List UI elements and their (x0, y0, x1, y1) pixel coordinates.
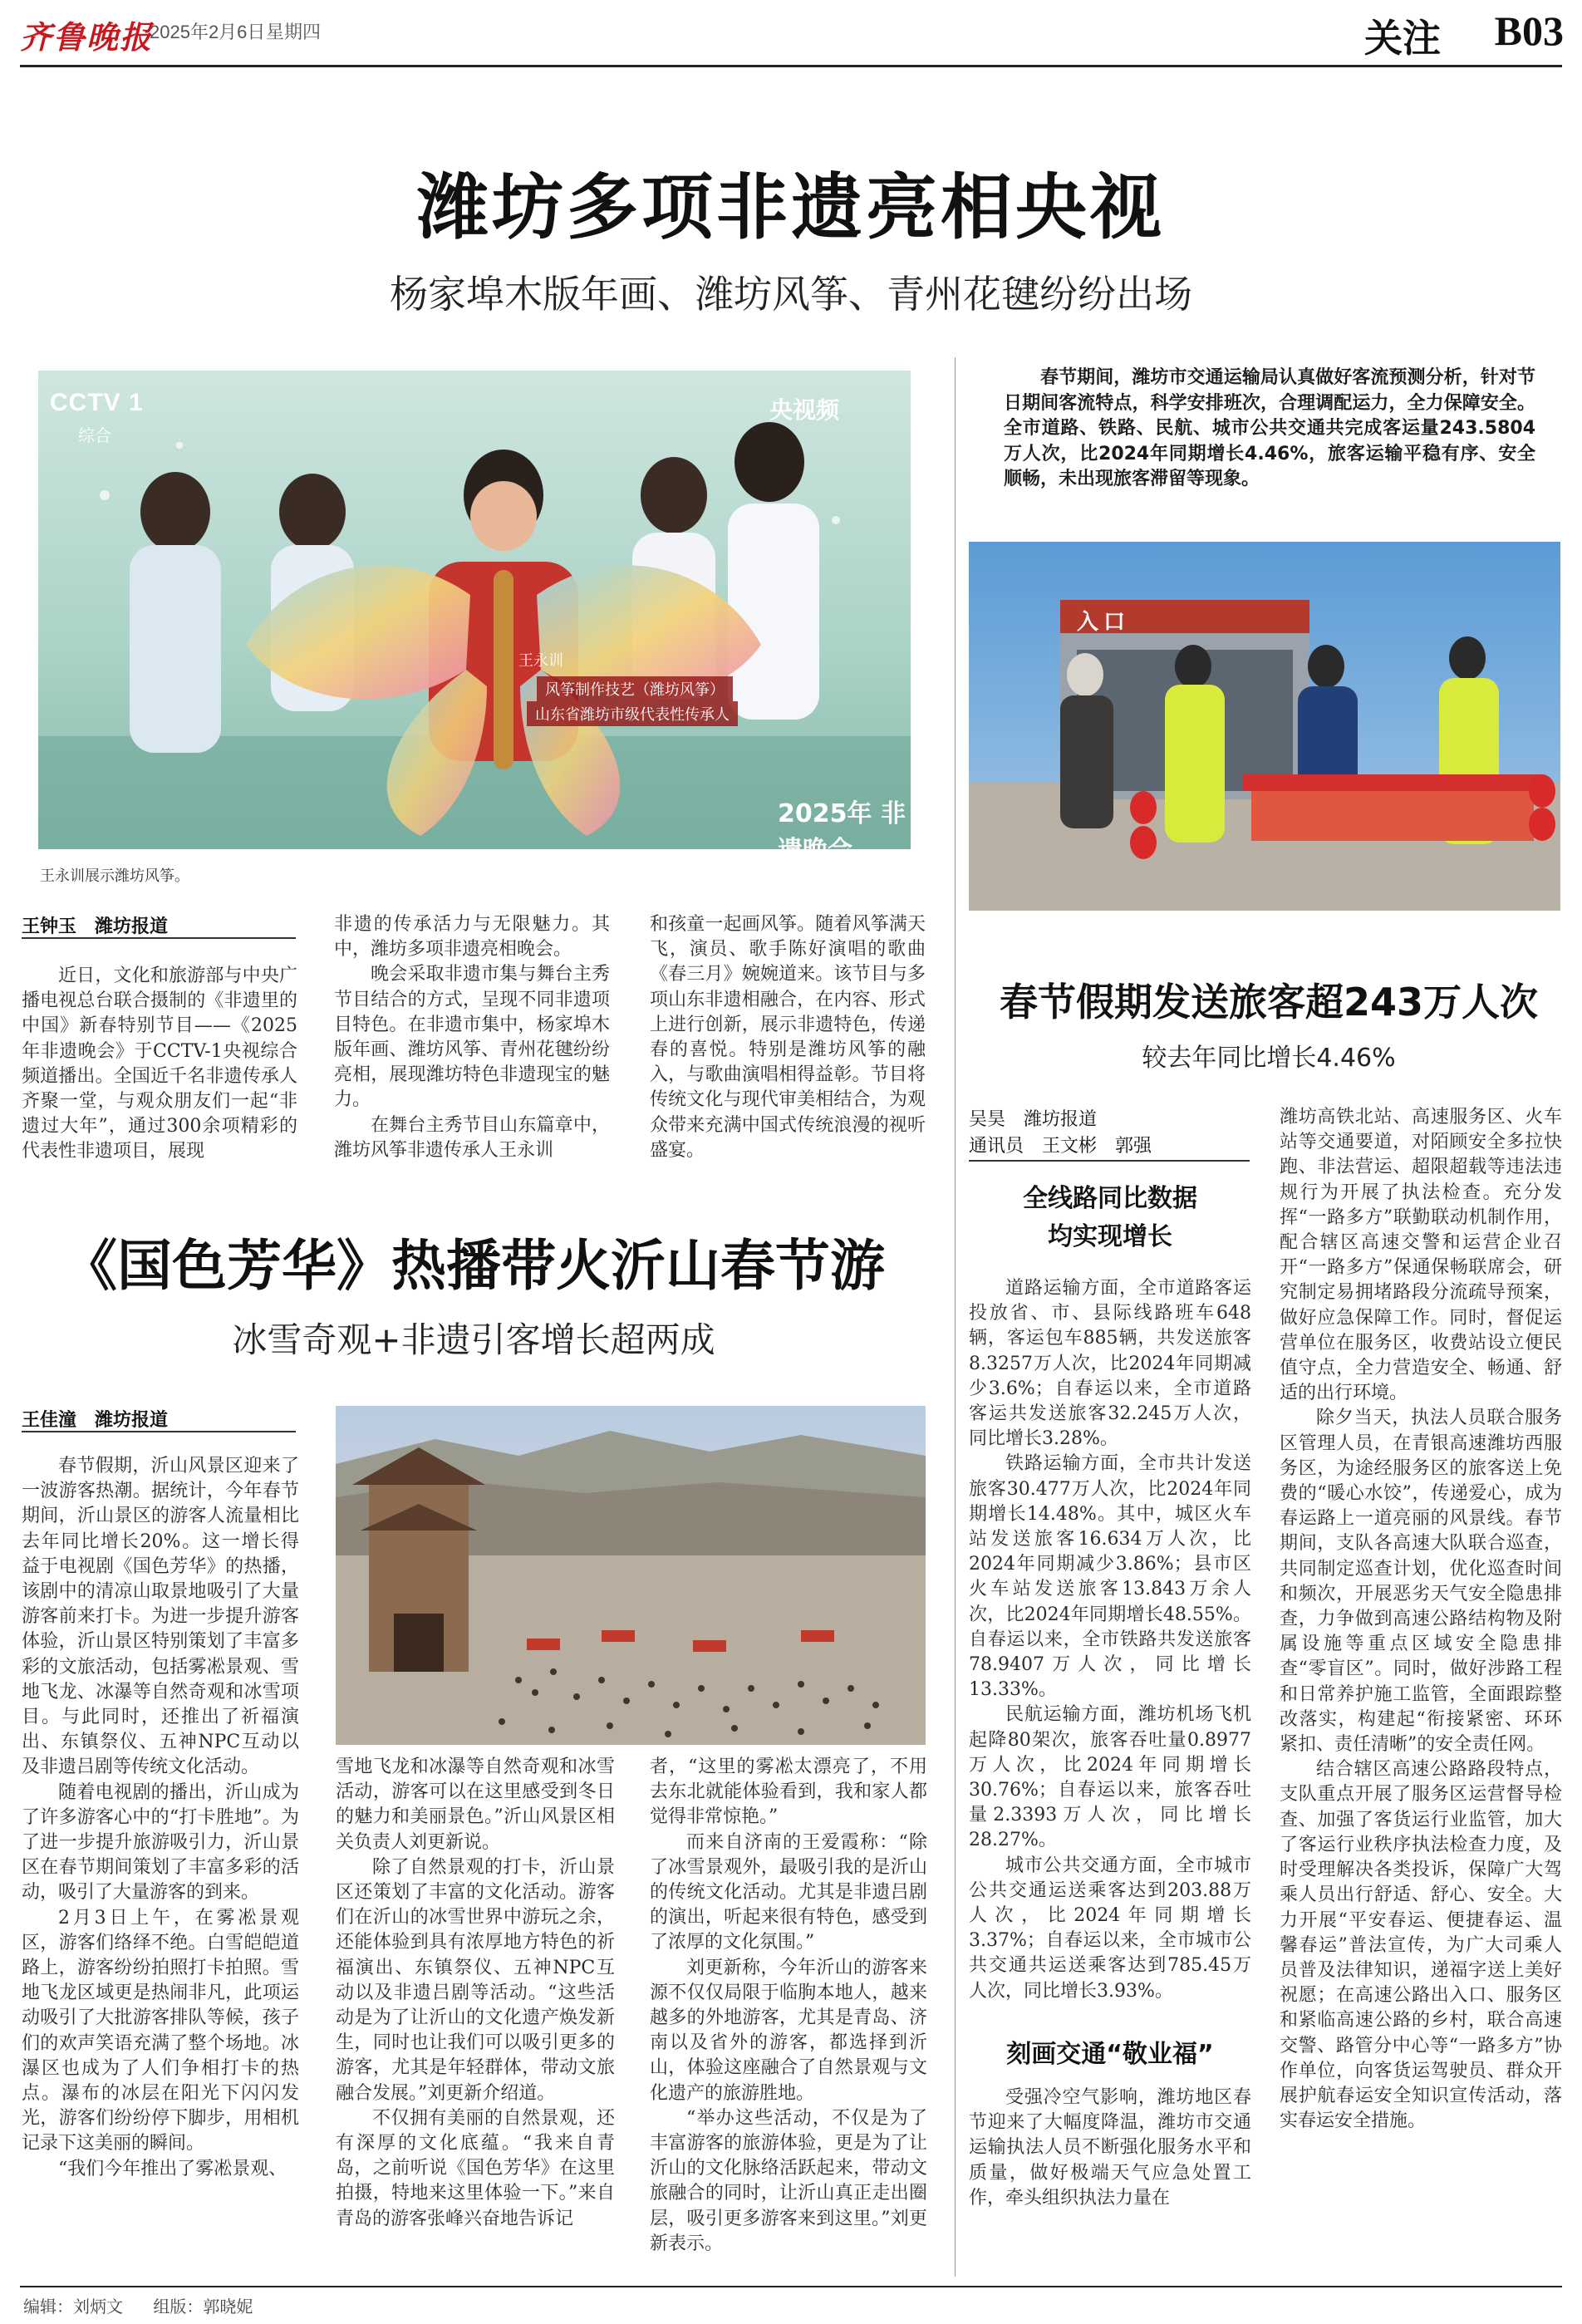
article1-column-2: 非遗的传承活力与无限魅力。其中，潍坊多项非遗亮相晚会。 晚会采取非遗市集与舞台主秀节目结合的方式，呈现不同非遗项目特色。在非遗市集中，杨家埠木版年画、潍坊风筝、青州花毽纷纷亮相，展现潍坊特色非遗现宝的魅力。 在舞台主秀节目山东篇章中，潍坊风筝非遗传承人王永训 (334, 914, 610, 1161)
article2-column-2: 雪地飞龙和冰瀑等自然奇观和冰雪活动，游客可以在这里感受到冬日的魅力和美丽景色。”沂山风景区相关负责人刘更新说。 除了自然景观的打卡，沂山景区还策划了丰富的文化活动。游客们在沂山的冰雪世界中游玩之余，还能体验到具有浓厚地方特色的祈福演出、东镇祭仪、五神NPC互动以及非遗吕剧等活动。“这些活动是为了让沂山的文化遗产焕发新生，同时也让我们可以吸引更多的游客，尤其是年轻群体，带动文旅融合发展。”刘更新介绍道。 不仅拥有美丽的自然景观，还有深厚的文化底蕴。“我来自青岛，之前听说《国色芳华》在这里拍摄，特地来这里体验一下。”来自青岛的游客张峰兴奋地告诉记 (336, 1757, 615, 2229)
section-name: 关注 (1364, 16, 1441, 61)
tv-name: 王永训 (518, 652, 563, 670)
newspaper-logo: 齐鲁晚报 (20, 18, 154, 56)
bottom-rule (20, 2286, 1562, 2287)
article1-photo (38, 371, 911, 865)
tv-caption-1: 风筝制作技艺（潍坊风筝） (537, 676, 733, 701)
top-rule (20, 65, 1562, 67)
issue-weekday: 星期四 (266, 22, 322, 42)
article2-photo (336, 1406, 926, 1745)
column-separator (955, 357, 956, 2277)
tv-logo: CCTV 1 (50, 389, 144, 416)
article3-byline-1: 吴昊 潍坊报道 (969, 1109, 1098, 1130)
subhead-line-1: 全线路同比数据 (1023, 1184, 1197, 1213)
article3-column-1: 道路运输方面，全市道路客运投放省、市、县际线路班车648辆，客运包车885辆，共发送旅客8.3257万人次，比2024年同期减少3.6%；自春运以来，全市道路客运共发送旅客32.245万人次，同比增长3.28%。 铁路运输方面，全市共计发送旅客30.477万人次，比2024年同期增长14.48%。其中，城区火车站发送旅客16.634万人次，比2024年同期减少3.86%；县市区火车站发送旅客13.843万余人次，比2024年同期增长48.55%。自春运以来，全市铁路共发送旅客78.9407万人次，同比增长13.33%。 民航运输方面，潍坊机场飞机起降80架次，旅客吞吐量0.8977万人次，比2024年同期增长30.76%；自春运以来，旅客吞吐量2.3393万人次，同比增长28.27%。 城市公共交通方面，全市城市公共交通运送乘客达到203.88万人次，比2024年同期增长3.37%；自春运以来，全市城市公共交通共运送乘客达到785.45万人次，同比增长3.93%。 (969, 1278, 1251, 2002)
tv-brand: 央视频 (769, 396, 840, 424)
footer-editor: 编辑：刘炳文 (23, 2297, 123, 2317)
byline-rule (969, 1160, 1250, 1162)
tv-caption-2: 山东省潍坊市级代表性传承人 (527, 701, 738, 726)
article1-photo-caption: 王永训展示潍坊风筝。 (40, 867, 189, 885)
footer-designer: 组版：郭晓妮 (153, 2297, 253, 2317)
article1-byline: 王钟玉 潍坊报道 (22, 916, 169, 937)
article2-subtitle: 冰雪奇观+非遗引客增长超两成 (232, 1319, 715, 1360)
tv-channel: 综合 (78, 425, 111, 445)
article3-subhead-1 (969, 1180, 1251, 1256)
article1-column-3: 和孩童一起画风筝。随着风筝满天飞，演员、歌手陈好演唱的歌曲《春三月》婉婉道来。该节目与多项山东非遗相融合，在内容、形式上进行创新，展示非遗特色，传递春的喜悦。特别是潍坊风筝的融入，与歌曲演唱相得益彰。节目将传统文化与现代审美相结合，为观众带来充满中国式传统浪漫的视听盛宴。 (650, 914, 926, 1161)
article2-column-1: 春节假期，沂山风景区迎来了一波游客热潮。据统计，今年春节期间，沂山景区的游客人流量相比去年同比增长20%。这一增长得益于电视剧《国色芳华》的热播，该剧中的清凉山取景地吸引了大量游客前来打卡。为进一步提升游客体验，沂山景区特别策划了丰富多彩的文旅活动，包括雾凇景观、雪地飞龙、冰瀑等自然奇观和冰雪项目。与此同时，还推出了祈福演出、东镇祭仪、五神NPC互动以及非遗吕剧等传统文化活动。 随着电视剧的播出，沂山成为了许多游客心中的“打卡胜地”。为了进一步提升旅游吸引力，沂山景区在春节期间策划了丰富多彩的活动，吸引了大量游客的到来。 2月3日上午，在雾凇景观区，游客们络绎不绝。白雪皑皑道路上，游客纷纷拍照打卡拍照。雪地飞龙区域更是热闹非凡，此项运动吸引了大批游客排队等候，孩子们的欢声笑语充满了整个场地。冰瀑区也成为了人们争相打卡的热点。瀑布的冰层在阳光下闪闪发光，游客们纷纷停下脚步，用相机记录下这美丽的瞬间。 “我们今年推出了雾凇景观、 (22, 1456, 299, 2179)
article2-column-3: 者，“这里的雾凇太漂亮了，不用去东北就能体验看到，我和家人都觉得非常惊艳。” 而来自济南的王爱霞称：“除了冰雪景观外，最吸引我的是沂山的传统文化活动。尤其是非遗吕剧的演出，听起来很有特色，感受到了浓厚的文化氛围。” 刘更新称，今年沂山的游客来源不仅仅局限于临朐本地人，越来越多的外地游客，尤其是青岛、济南以及省外的游客，都选择到沂山，体验这座融合了自然景观与文化遗产的旅游胜地。 “举办这些活动，不仅是为了丰富游客的旅游体验，更是为了让沂山的文化脉络活跃起来，带动文旅融合的同时，让沂山真正走出圈层，吸引更多游客来到这里。”刘更新表示。 (650, 1757, 927, 2254)
article3-title: 春节假期发送旅客超243万人次 (999, 980, 1539, 1024)
article1-title: 潍坊多项非遗亮相央视 (417, 166, 1165, 249)
article2-byline: 王佳潼 潍坊报道 (22, 1410, 169, 1431)
service-station-illustration (969, 542, 1560, 911)
subhead-line-2: 均实现增长 (1048, 1222, 1172, 1251)
article3-column-1-end: 受强冷空气影响，潍坊地区春节迎来了大幅度降温，潍坊市交通运输执法人员不断强化服务水平和质量，做好极端天气应急处置工作，牵头组织执法力量在 (969, 2087, 1251, 2209)
article3-subtitle: 较去年同比增长4.46% (1142, 1044, 1396, 1073)
byline-rule (22, 937, 296, 939)
page-number: B03 (1494, 7, 1564, 54)
byline-rule (22, 1431, 296, 1432)
footer-credits (23, 2293, 278, 2317)
issue-date: 2025年2月6日 (150, 22, 266, 42)
article3-byline-2: 通讯员 王文彬 郭强 (969, 1136, 1152, 1157)
article3-lead: 春节期间，潍坊市交通运输局认真做好客流预测分析，针对节日期间客流特点，科学安排班次，合理调配运力，全力保障安全。全市道路、铁路、民航、城市公共交通共完成客运量243.5804万人次，比2024年同期增长4.46%，旅客运输平稳有序、安全顺畅，未出现旅客滞留等现象。 (1004, 367, 1535, 489)
article3-photo (969, 542, 1560, 911)
tv-show-name: 2025年 非遗晚会 (778, 799, 906, 865)
entrance-sign: 入口 (1077, 610, 1131, 635)
article1-column-1: 近日，文化和旅游部与中央广播电视总台联合摄制的《非遗里的中国》新春特别节目——《2025年非遗晚会》于CCTV-1央视综合频道播出。全国近千名非遗传承人齐聚一堂，与观众朋友们一起“非遗过大年”，通过300余项精彩的代表性非遗项目，展现 (22, 965, 297, 1162)
yishan-scenic-illustration (336, 1406, 926, 1745)
article2-title: 《国色芳华》热播带火沂山春节游 (62, 1234, 885, 1298)
article3-subhead-2: 刻画交通“敬业福” (1006, 2040, 1214, 2069)
tv-stage-illustration (38, 371, 911, 849)
article3-column-2: 潍坊高铁北站、高速服务区、火车站等交通要道，对陌顾安全多拉快跑、非法营运、超限超载等违法违规行为开展了执法检查。充分发挥“一路多方”联勤联动机制作用，配合辖区高速交警和运营企业召开“一路多方”保通保畅联席会，研究制定易拥堵路段分流疏导预案，做好应急保障工作。同时，督促运营单位在服务区，收费站设立便民值守点，全力营造安全、畅通、舒适的出行环境。 除夕当天，执法人员联合服务区管理人员，在青银高速潍坊西服务区，为途经服务区的旅客送上免费的“暖心水饺”，传递爱心，成为春运路上一道亮丽的风景线。春节期间，支队各高速大队联合巡查，共同制定巡查计划，优化巡查时间和频次，开展恶劣天气安全隐患排查，力争做到高速公路结构物及附属设施等重点区域安全隐患排查“零盲区”。同时，做好涉路工程和日常养护施工监管，全面跟踪整改落实，构建起“衔接紧密、环环紧扣、责任清晰”的安全责任网。 结合辖区高速公路路段特点，支队重点开展了服务区运营督导检查、加强了客货运行业监管，加大了客运行业秩序执法检查力度，及时受理解决各类投诉，保障广大驾乘人员出行舒适、舒心、安全。大力开展“平安春运、便捷春运、温馨春运”普法宣传，为广大司乘人员普及法律知识，递福字送上美好祝愿；在高速公路出入口、服务区和紧临高速公路的乡村，联合高速交警、路管分中心等“一路多方”协作单位，向客货运驾驶员、群众开展护航春运安全知识宣传活动，落实春运安全措施。 (1280, 1107, 1562, 2132)
article1-subtitle: 杨家埠木版年画、潍坊风筝、青州花毽纷纷出场 (390, 272, 1192, 317)
